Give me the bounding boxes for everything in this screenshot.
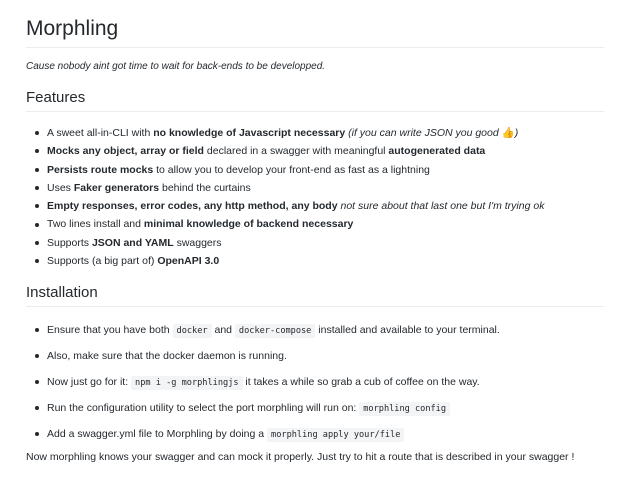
- features-heading: Features: [26, 89, 604, 112]
- list-item: [47, 161, 622, 179]
- list-item: [47, 234, 622, 252]
- installation-list: [26, 317, 622, 447]
- list-item: [47, 179, 622, 197]
- text: declared in a swagger with meaningful: [203, 145, 389, 158]
- list-item: [47, 124, 622, 142]
- inline-code: docker: [173, 324, 212, 338]
- list-item: [47, 215, 622, 233]
- text: swaggers: [173, 236, 222, 249]
- bold-text: no knowledge of Javascript necessary: [153, 127, 346, 139]
- bold-text: minimal knowledge of backend necessary: [143, 218, 354, 231]
- features-list: [26, 124, 622, 270]
- page-title: Morphling: [26, 0, 604, 48]
- text: installed and available to your terminal.: [315, 324, 500, 337]
- text: it takes a while so grab a cub of coffee on the way.: [242, 376, 480, 389]
- list-item: [47, 142, 622, 160]
- text: and: [211, 324, 235, 337]
- inline-code: morphling config: [359, 402, 450, 416]
- list-item: [47, 317, 622, 343]
- installation-heading: Installation: [26, 284, 604, 307]
- bold-text: Mocks any object, array or field: [47, 145, 204, 158]
- list-item: [47, 252, 622, 270]
- text: Add a swagger.yml file to Morphling by doing a: [47, 428, 268, 441]
- text: A sweet all-in-CLI with: [47, 127, 154, 139]
- bold-text: JSON and YAML: [91, 236, 174, 249]
- text: Two lines install and: [47, 218, 144, 231]
- italic-text: (if you can write JSON you good: [345, 127, 502, 139]
- installation-footer: Now morphling knows your swagger and can mock it properly. Just try to hit a route that is described in your swagger !: [26, 451, 575, 464]
- tagline: Cause nobody aint got time to wait for back-ends to be developped.: [26, 61, 326, 72]
- inline-code: npm i -g morphlingjs: [131, 376, 242, 390]
- italic-text: not sure about that last one but I'm trying ok: [337, 200, 545, 213]
- bold-text: Faker generators: [73, 181, 160, 194]
- bold-text: Empty responses, error codes, any http method, any body: [47, 200, 338, 213]
- text: Uses: [47, 181, 74, 194]
- text: Run the configuration utility to select the port morphling will run on:: [47, 402, 360, 415]
- thumbs-up-icon: 👍: [501, 127, 515, 139]
- text: Now just go for it:: [47, 376, 132, 389]
- inline-code: docker-compose: [235, 324, 315, 338]
- list-item: [47, 197, 622, 215]
- list-item: [47, 343, 622, 369]
- bold-text: autogenerated data: [388, 145, 486, 158]
- text: Also, make sure that the docker daemon is running.: [47, 350, 287, 363]
- list-item: [47, 395, 622, 421]
- bold-text: Persists route mocks: [47, 163, 154, 176]
- inline-code: morphling apply your/file: [267, 428, 404, 442]
- text: Ensure that you have both: [47, 324, 173, 337]
- italic-text: ): [514, 127, 519, 139]
- text: Supports: [47, 236, 92, 249]
- bold-text: OpenAPI 3.0: [157, 255, 220, 268]
- text: behind the curtains: [159, 181, 251, 194]
- list-item: [47, 421, 622, 447]
- text: Supports (a big part of): [47, 255, 158, 268]
- text: to allow you to develop your front-end as fast as a lightning: [153, 163, 430, 176]
- list-item: [47, 369, 622, 395]
